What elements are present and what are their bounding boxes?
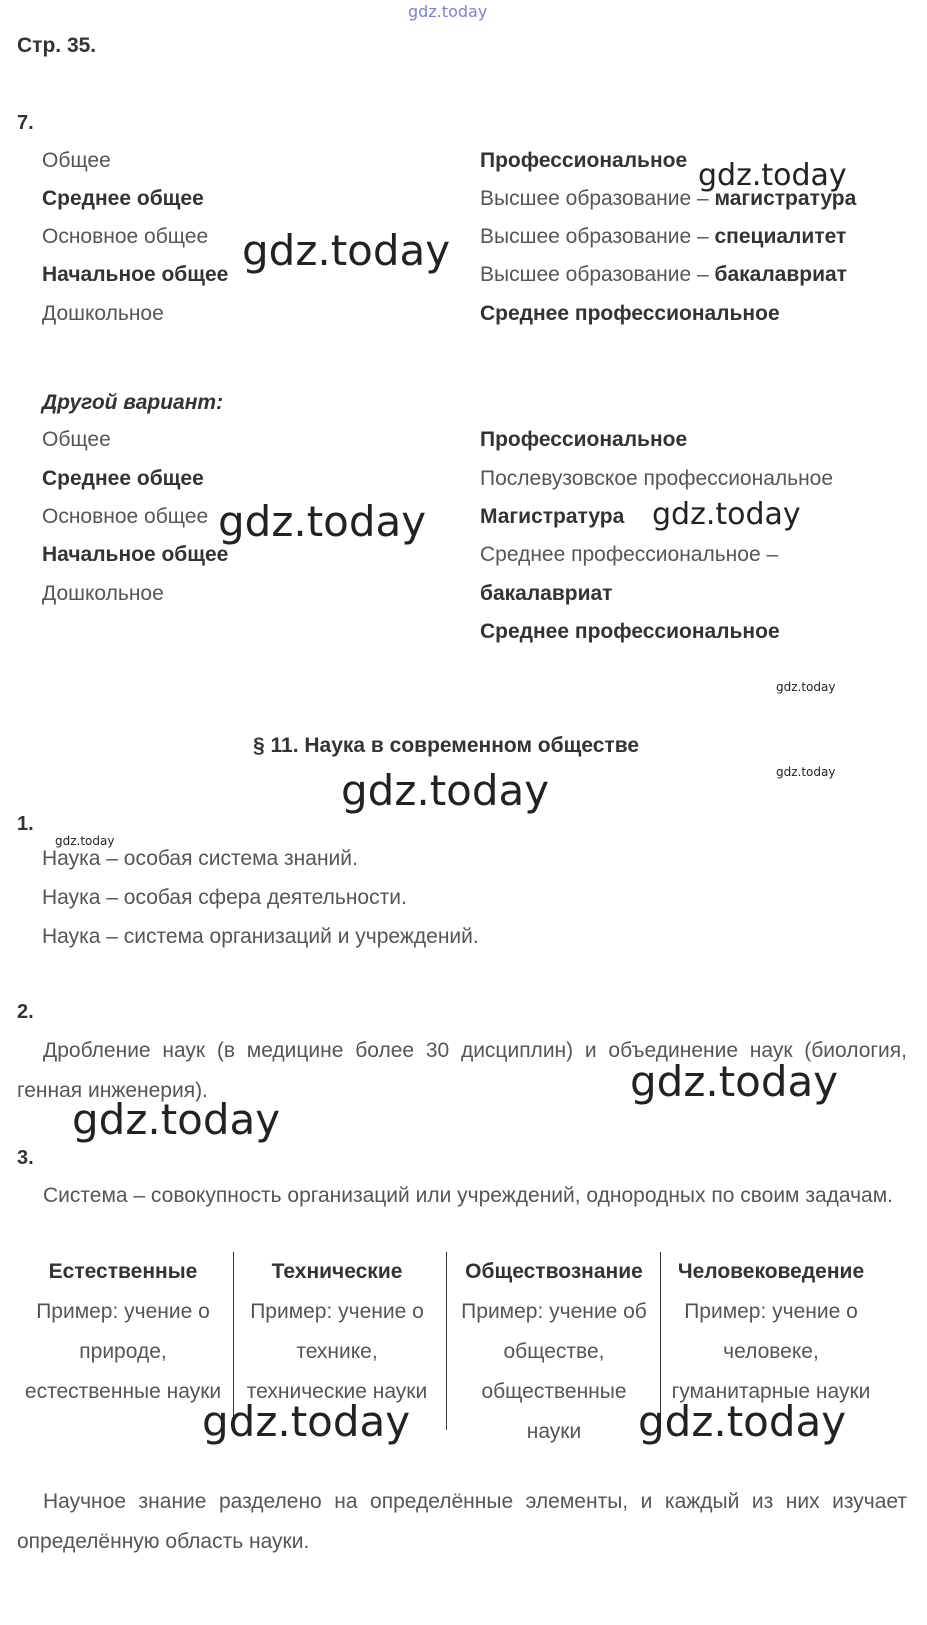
watermark: gdz.today (776, 680, 836, 694)
column-header: Технические (271, 1260, 403, 1283)
list-item: Профессиональное (480, 149, 688, 172)
list-item: Начальное общее (42, 263, 229, 286)
column-line: Пример: учение о (36, 1300, 210, 1323)
list-item: Наука – особая система знаний. (42, 847, 358, 870)
page-label: Стр. 35. (17, 34, 97, 57)
list-item: Послевузовское профессиональное (480, 467, 834, 490)
column-line: естественные науки (24, 1380, 222, 1403)
watermark: gdz.today (652, 497, 801, 532)
watermark: gdz.today (55, 834, 115, 848)
list-item: Основное общее (42, 505, 209, 528)
column-natural (12, 1252, 234, 1412)
list-item: Наука – система организаций и учреждений. (42, 925, 479, 948)
list-item: Высшее образование – бакалавриат (480, 263, 847, 286)
column-line: Пример: учение о (250, 1300, 424, 1323)
column-line: природе, (79, 1340, 167, 1363)
column-header: Естественные (48, 1260, 198, 1283)
list-item: Общее (42, 428, 111, 451)
column-line: гуманитарные науки (671, 1380, 871, 1403)
column-header: Человековедение (677, 1260, 865, 1283)
list-item: Наука – особая сфера деятельности. (42, 886, 407, 909)
q2-text: Дробление наук (в медицине более 30 дисциплин) и объединение наук (биология, генная инженерия). (17, 1039, 907, 1102)
column-line: Пример: учение об (461, 1300, 647, 1323)
watermark-top: gdz.today (408, 2, 488, 21)
column-social (447, 1252, 661, 1452)
column-line: обществе, (503, 1340, 605, 1363)
watermark: gdz.today (242, 226, 451, 275)
list-item: Среднее профессиональное (480, 620, 780, 643)
list-item: Основное общее (42, 225, 209, 248)
column-line: общественные (481, 1380, 627, 1403)
list-item: бакалавриат (480, 582, 613, 605)
list-item: Дошкольное (42, 302, 164, 325)
list-item: Среднее профессиональное – (480, 543, 779, 566)
list-item: Профессиональное (480, 428, 688, 451)
task7-number: 7. (17, 112, 34, 134)
watermark: gdz.today (341, 766, 550, 815)
list-item: Высшее образование – специалитет (480, 225, 847, 248)
column-human (661, 1252, 881, 1412)
variant-title: Другой вариант: (42, 391, 224, 414)
q2-number: 2. (17, 1001, 34, 1023)
list-item: Среднее общее (42, 467, 204, 490)
q1-number: 1. (17, 813, 34, 835)
section-title: § 11. Наука в современном обществе (252, 734, 640, 757)
column-line: человеке, (723, 1340, 819, 1363)
q3-text: Система – совокупность организаций или учреждений, однородных по своим задачам. (43, 1184, 893, 1207)
watermark: gdz.today (202, 1397, 411, 1446)
column-technical (234, 1252, 440, 1412)
list-item: Среднее профессиональное (480, 302, 780, 325)
list-item: Магистратура (480, 505, 625, 528)
column-line: Пример: учение о (684, 1300, 858, 1323)
q3-number: 3. (17, 1147, 34, 1169)
list-item: Начальное общее (42, 543, 229, 566)
list-item: Среднее общее (42, 187, 204, 210)
column-line: технические науки (246, 1380, 428, 1403)
watermark: gdz.today (776, 765, 836, 779)
list-item: Дошкольное (42, 582, 164, 605)
watermark: gdz.today (630, 1057, 839, 1106)
watermark: gdz.today (72, 1095, 281, 1144)
watermark: gdz.today (698, 158, 847, 193)
column-line: науки (526, 1420, 582, 1443)
list-item: Общее (42, 149, 111, 172)
q3-conclusion: Научное знание разделено на определённые элементы, и каждый из них изучает определённую область науки. (17, 1490, 907, 1553)
list-item: Высшее образование – магистратура (480, 187, 857, 210)
watermark: gdz.today (638, 1397, 847, 1446)
column-line: технике, (296, 1340, 378, 1363)
column-header: Обществознание (465, 1260, 643, 1283)
watermark: gdz.today (218, 497, 427, 546)
